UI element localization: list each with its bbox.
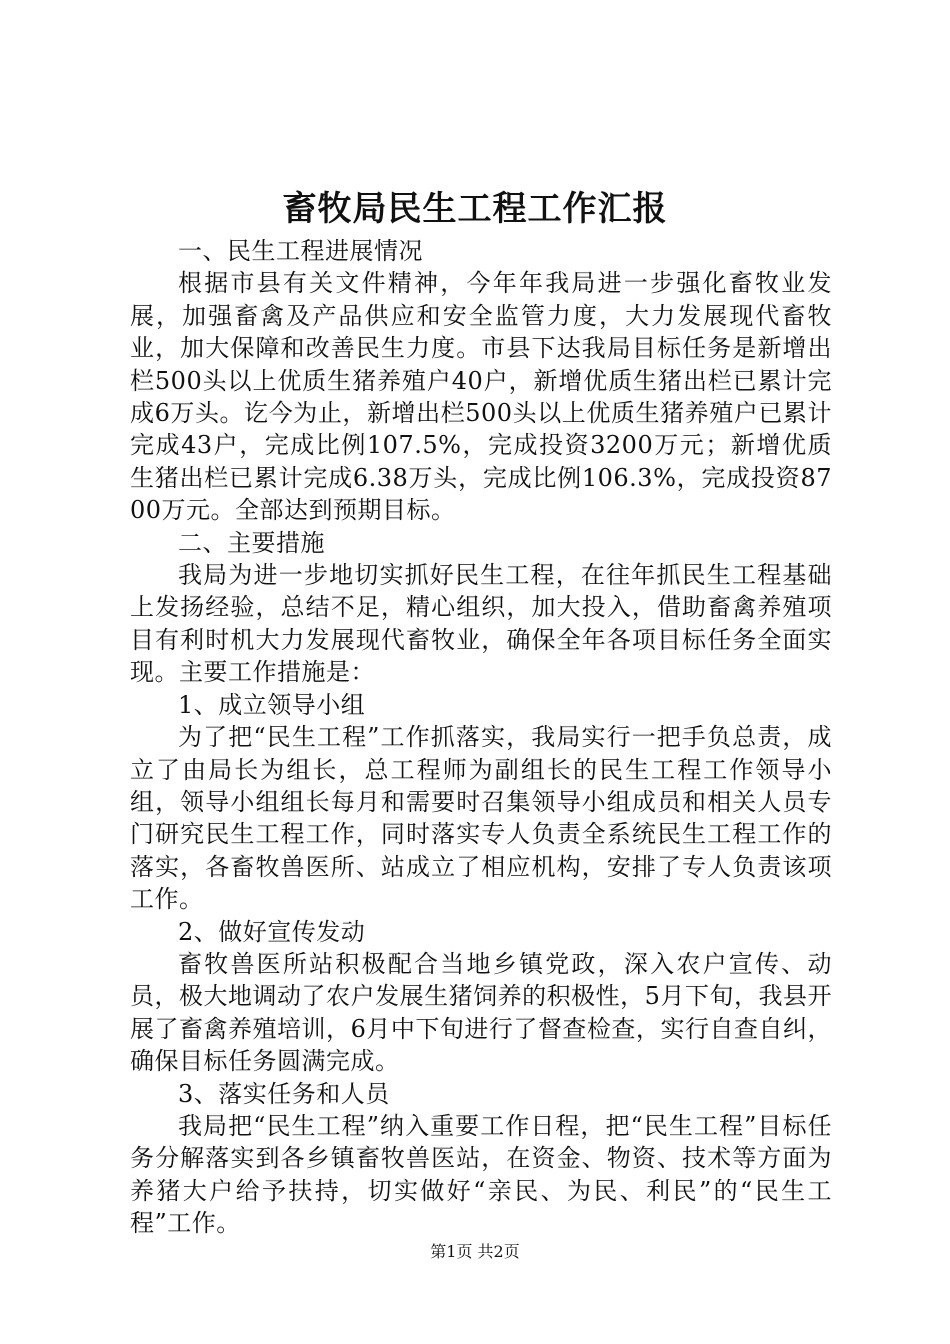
paragraph-leadership-group: 为了把“民生工程”工作抓落实，我局实行一把手负总责，成立了由局长为组长，总工程师为副组长的民生工程工作领导小组，领导小组组长每月和需要时召集领导小组成员和相关人员专门研究民生工程工作，同时落实专人负责全系统民生工程工作的落实，各畜牧兽医所、站成立了相应机构，安排了专人负责该项工作。: [130, 723, 832, 914]
paragraph-progress: 根据市县有关文件精神，今年年我局进一步强化畜牧业发展，加强畜禽及产品供应和安全监管力度，大力发展现代畜牧业，加大保障和改善民生力度。市县下达我局目标任务是新增出栏500头以上优质生猪养殖户40户，新增优质生猪出栏已累计完成6万头。讫今为止，新增出栏500头以上优质生猪养殖户已累计完成43户，完成比例107.5%，完成投资3200万元；新增优质生猪出栏已累计完成6.38万头，完成比例106.3%，完成投资8700万元。全部达到预期目标。: [130, 269, 832, 525]
section-heading-measures: 二、主要措施: [178, 528, 325, 557]
document-title: 畜牧局民生工程工作汇报: [282, 189, 668, 229]
paragraph-tasks-personnel: 我局把“民生工程”纳入重要工作日程，把“民生工程”目标任务分解落实到各乡镇畜牧兽医站，在资金、物资、技术等方面为养猪大户给予扶持，切实做好“亲民、为民、利民”的“民生工程”工作。: [130, 1111, 832, 1238]
paragraph-measures-intro: 我局为进一步地切实抓好民生工程，在往年抓民生工程基础上发扬经验，总结不足，精心组织，加大投入，借助畜禽养殖项目有利时机大力发展现代畜牧业，确保全年各项目标任务全面实现。主要工作措施是：: [130, 561, 832, 687]
section-heading-progress: 一、民生工程进展情况: [178, 237, 423, 265]
subheading-publicity: 2、做好宣传发动: [178, 917, 366, 946]
document-body: [130, 235, 832, 1240]
paragraph-publicity: 畜牧兽医所站积极配合当地乡镇党政，深入农户宣传、动员，极大地调动了农户发展生猪饲养的积极性，5月下旬，我县开展了畜禽养殖培训，6月中下旬进行了督查检查，实行自查自纠，确保目标任务圆满完成。: [130, 949, 832, 1076]
page-number-footer: 第1页 共2页: [430, 1242, 520, 1261]
subheading-leadership-group: 1、成立领导小组: [178, 690, 366, 719]
subheading-tasks-personnel: 3、落实任务和人员: [178, 1079, 390, 1108]
